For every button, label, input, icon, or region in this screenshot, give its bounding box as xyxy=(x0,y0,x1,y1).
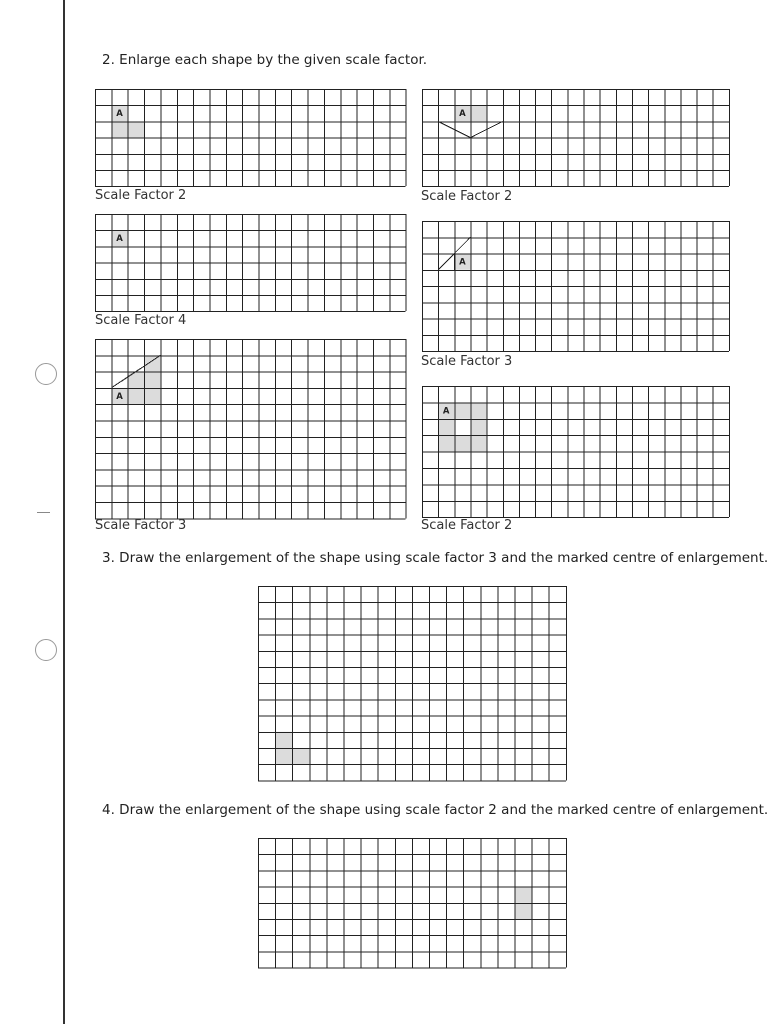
grid-question-4 xyxy=(258,838,567,969)
shaded-cell xyxy=(470,402,486,418)
grid-5-caption: Scale Factor 3 xyxy=(95,518,187,533)
shaded-cell xyxy=(292,748,309,764)
shaded-cell xyxy=(470,105,486,121)
grid-4 xyxy=(422,221,730,352)
shaded-cell xyxy=(470,419,486,435)
grid-5 xyxy=(95,339,407,519)
point-label-a: A xyxy=(459,257,466,268)
shaded-cell xyxy=(144,388,160,404)
grid-2 xyxy=(422,89,730,187)
grid-6 xyxy=(422,386,730,518)
point-label-a: A xyxy=(116,391,123,402)
point-label-a: A xyxy=(116,234,123,245)
question-3-text: 3. Draw the enlargement of the shape using scale factor 3 and the marked centre of enlargement. xyxy=(102,550,768,566)
grid-6-caption: Scale Factor 2 xyxy=(421,518,513,533)
question-2-text: 2. Enlarge each shape by the given scale factor. xyxy=(102,52,428,68)
shaded-cell xyxy=(128,388,144,404)
binder-hole-icon xyxy=(35,363,57,385)
grid-2-caption: Scale Factor 2 xyxy=(421,189,513,204)
grid-1 xyxy=(95,89,407,187)
shaded-cell xyxy=(454,435,470,451)
shaded-cell xyxy=(144,372,160,388)
point-label-a: A xyxy=(442,406,450,417)
point-label-a: A xyxy=(116,109,123,120)
point-label-a: A xyxy=(459,109,466,120)
shaded-cell xyxy=(128,121,144,137)
shaded-cell xyxy=(144,355,160,371)
shaded-cell xyxy=(111,121,127,137)
binder-hole-icon xyxy=(35,639,57,661)
grid-4-caption: Scale Factor 3 xyxy=(421,354,513,369)
grid-3 xyxy=(95,214,407,312)
shape-edge xyxy=(438,121,470,137)
shaded-cell xyxy=(128,372,144,388)
fold-mark xyxy=(37,512,50,513)
shaded-cell xyxy=(515,887,532,903)
grid-1-caption: Scale Factor 2 xyxy=(95,188,187,203)
shaded-cell xyxy=(454,402,470,418)
grid-question-3 xyxy=(258,586,567,781)
shaded-cell xyxy=(438,419,454,435)
page-margin-line xyxy=(63,0,65,1024)
shaded-cell xyxy=(470,435,486,451)
shaded-cell xyxy=(438,435,454,451)
question-4-text: 4. Draw the enlargement of the shape using scale factor 2 and the marked centre of enlargement. xyxy=(102,802,768,818)
grid-3-caption: Scale Factor 4 xyxy=(95,313,187,328)
shaded-cell xyxy=(275,732,292,748)
shaded-cell xyxy=(515,903,532,919)
shaded-cell xyxy=(275,748,292,764)
